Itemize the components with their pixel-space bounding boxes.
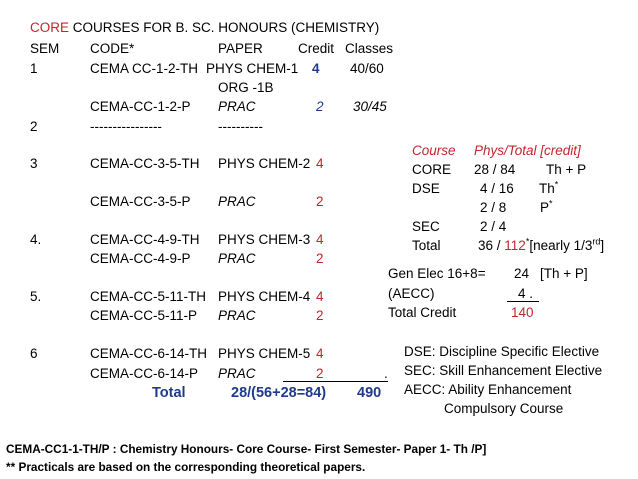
col-header-classes: Classes — [345, 41, 394, 56]
legend-dse: DSE: Discipline Specific Elective — [404, 344, 600, 359]
row-paper: ---------- — [218, 119, 263, 134]
row-sem: 2 — [30, 119, 38, 134]
legend-aecc: AECC: Ability Enhancement — [404, 382, 572, 397]
col-header-code: CODE* — [90, 41, 135, 56]
summary-head-phys: Phys/Total [credit] — [474, 143, 581, 158]
row-credit: 4 — [316, 156, 324, 171]
footer-line-2: ** Practicals are based on the corresponding theoretical papers. — [6, 460, 366, 474]
gen-elec-note: [Th + P] — [540, 266, 588, 281]
summary-sec-label: SEC — [412, 219, 440, 234]
total-label: Total — [152, 385, 186, 401]
summary-dse2-note: P* — [540, 198, 553, 215]
summary-dse-note: Th* — [539, 179, 559, 196]
row-paper: PRAC — [218, 366, 256, 381]
summary-head-course: Course — [412, 143, 456, 158]
row-classes: 30/45 — [353, 99, 387, 114]
row-credit: 4 — [316, 346, 324, 361]
row-paper: PHYS CHEM-2 — [218, 156, 311, 171]
row-sem: 1 — [30, 61, 38, 76]
aecc-label: (AECC) — [388, 286, 435, 301]
summary-core-value: 28 / 84 — [474, 162, 516, 177]
summary-dse-value: 4 / 16 — [480, 181, 514, 196]
row-paper: PHYS CHEM-3 — [218, 232, 311, 247]
row-sem: 6 — [30, 346, 38, 361]
gen-elec-value: 24 — [514, 266, 530, 281]
row-code: CEMA-CC-4-9-P — [90, 251, 191, 266]
row-credit: 4 — [316, 289, 324, 304]
row-credit: 2 — [316, 194, 324, 209]
row-dot: . — [384, 366, 388, 381]
credit-underline — [283, 381, 388, 382]
row-credit: 4 — [316, 232, 324, 247]
col-header-sem: SEM — [30, 41, 60, 56]
row-sem: 5. — [30, 289, 42, 304]
row-credit: 2 — [316, 308, 324, 323]
row-paper: PHYS CHEM-4 — [218, 289, 311, 304]
row-credit: 2 — [316, 99, 324, 114]
row-paper: PRAC — [218, 251, 256, 266]
row-code: CEMA-CC-1-2-P — [90, 99, 191, 114]
summary-sec-value: 2 / 4 — [480, 219, 507, 234]
row-code: CEMA-CC-6-14-TH — [90, 346, 208, 361]
row-code: CEMA CC-1-2-TH — [90, 61, 199, 76]
row-credit: 2 — [316, 251, 324, 266]
total-credit-value: 140 — [511, 305, 534, 320]
footer-line-1: CEMA-CC1-1-TH/P : Chemistry Honours- Core Course- First Semester- Paper 1- Th /P] — [6, 442, 487, 456]
row-sem: 4. — [30, 232, 42, 247]
row-paper: PRAC — [218, 99, 256, 114]
row-code: ---------------- — [90, 119, 162, 134]
row-paper-2: ORG -1B — [218, 80, 274, 95]
row-code: CEMA-CC-6-14-P — [90, 366, 199, 381]
summary-dse-label: DSE — [412, 181, 440, 196]
title-prefix: CORE — [30, 20, 70, 35]
total-classes: 490 — [357, 385, 382, 401]
summary-dse2-value: 2 / 8 — [480, 200, 507, 215]
row-classes: 40/60 — [350, 61, 384, 76]
col-header-paper: PAPER — [218, 41, 263, 56]
summary-core-note: Th + P — [546, 162, 587, 177]
row-code: CEMA-CC-3-5-TH — [90, 156, 200, 171]
total-value: 28/(56+28=84) — [231, 385, 327, 401]
row-code: CEMA-CC-5-11-TH — [90, 289, 207, 304]
col-header-credit: Credit — [298, 41, 335, 56]
row-paper: PHYS CHEM-5 — [218, 346, 311, 361]
row-code: CEMA-CC-4-9-TH — [90, 232, 200, 247]
title-rest: COURSES FOR B. SC. HONOURS (CHEMISTRY) — [69, 20, 380, 35]
summary-total-label: Total — [412, 238, 441, 253]
row-code: CEMA-CC-5-11-P — [90, 308, 198, 323]
row-sem: 3 — [30, 156, 38, 171]
gen-elec-label: Gen Elec 16+8= — [388, 266, 486, 281]
aecc-value: 4 . — [518, 286, 534, 301]
summary-core-label: CORE — [412, 162, 452, 177]
row-paper: PHYS CHEM-1 — [206, 61, 299, 76]
legend-sec: SEC: Skill Enhancement Elective — [404, 363, 603, 378]
summary-total-value: 36 / 112*[nearly 1/3rd] — [478, 236, 605, 253]
aecc-underline — [507, 301, 539, 302]
row-paper: PRAC — [218, 308, 256, 323]
row-paper: PRAC — [218, 194, 256, 209]
row-credit: 4 — [312, 61, 320, 76]
row-credit: 2 — [316, 366, 324, 381]
total-credit-label: Total Credit — [388, 305, 457, 320]
page-title — [30, 20, 379, 36]
legend-aecc-2: Compulsory Course — [444, 401, 564, 416]
row-code: CEMA-CC-3-5-P — [90, 194, 191, 209]
